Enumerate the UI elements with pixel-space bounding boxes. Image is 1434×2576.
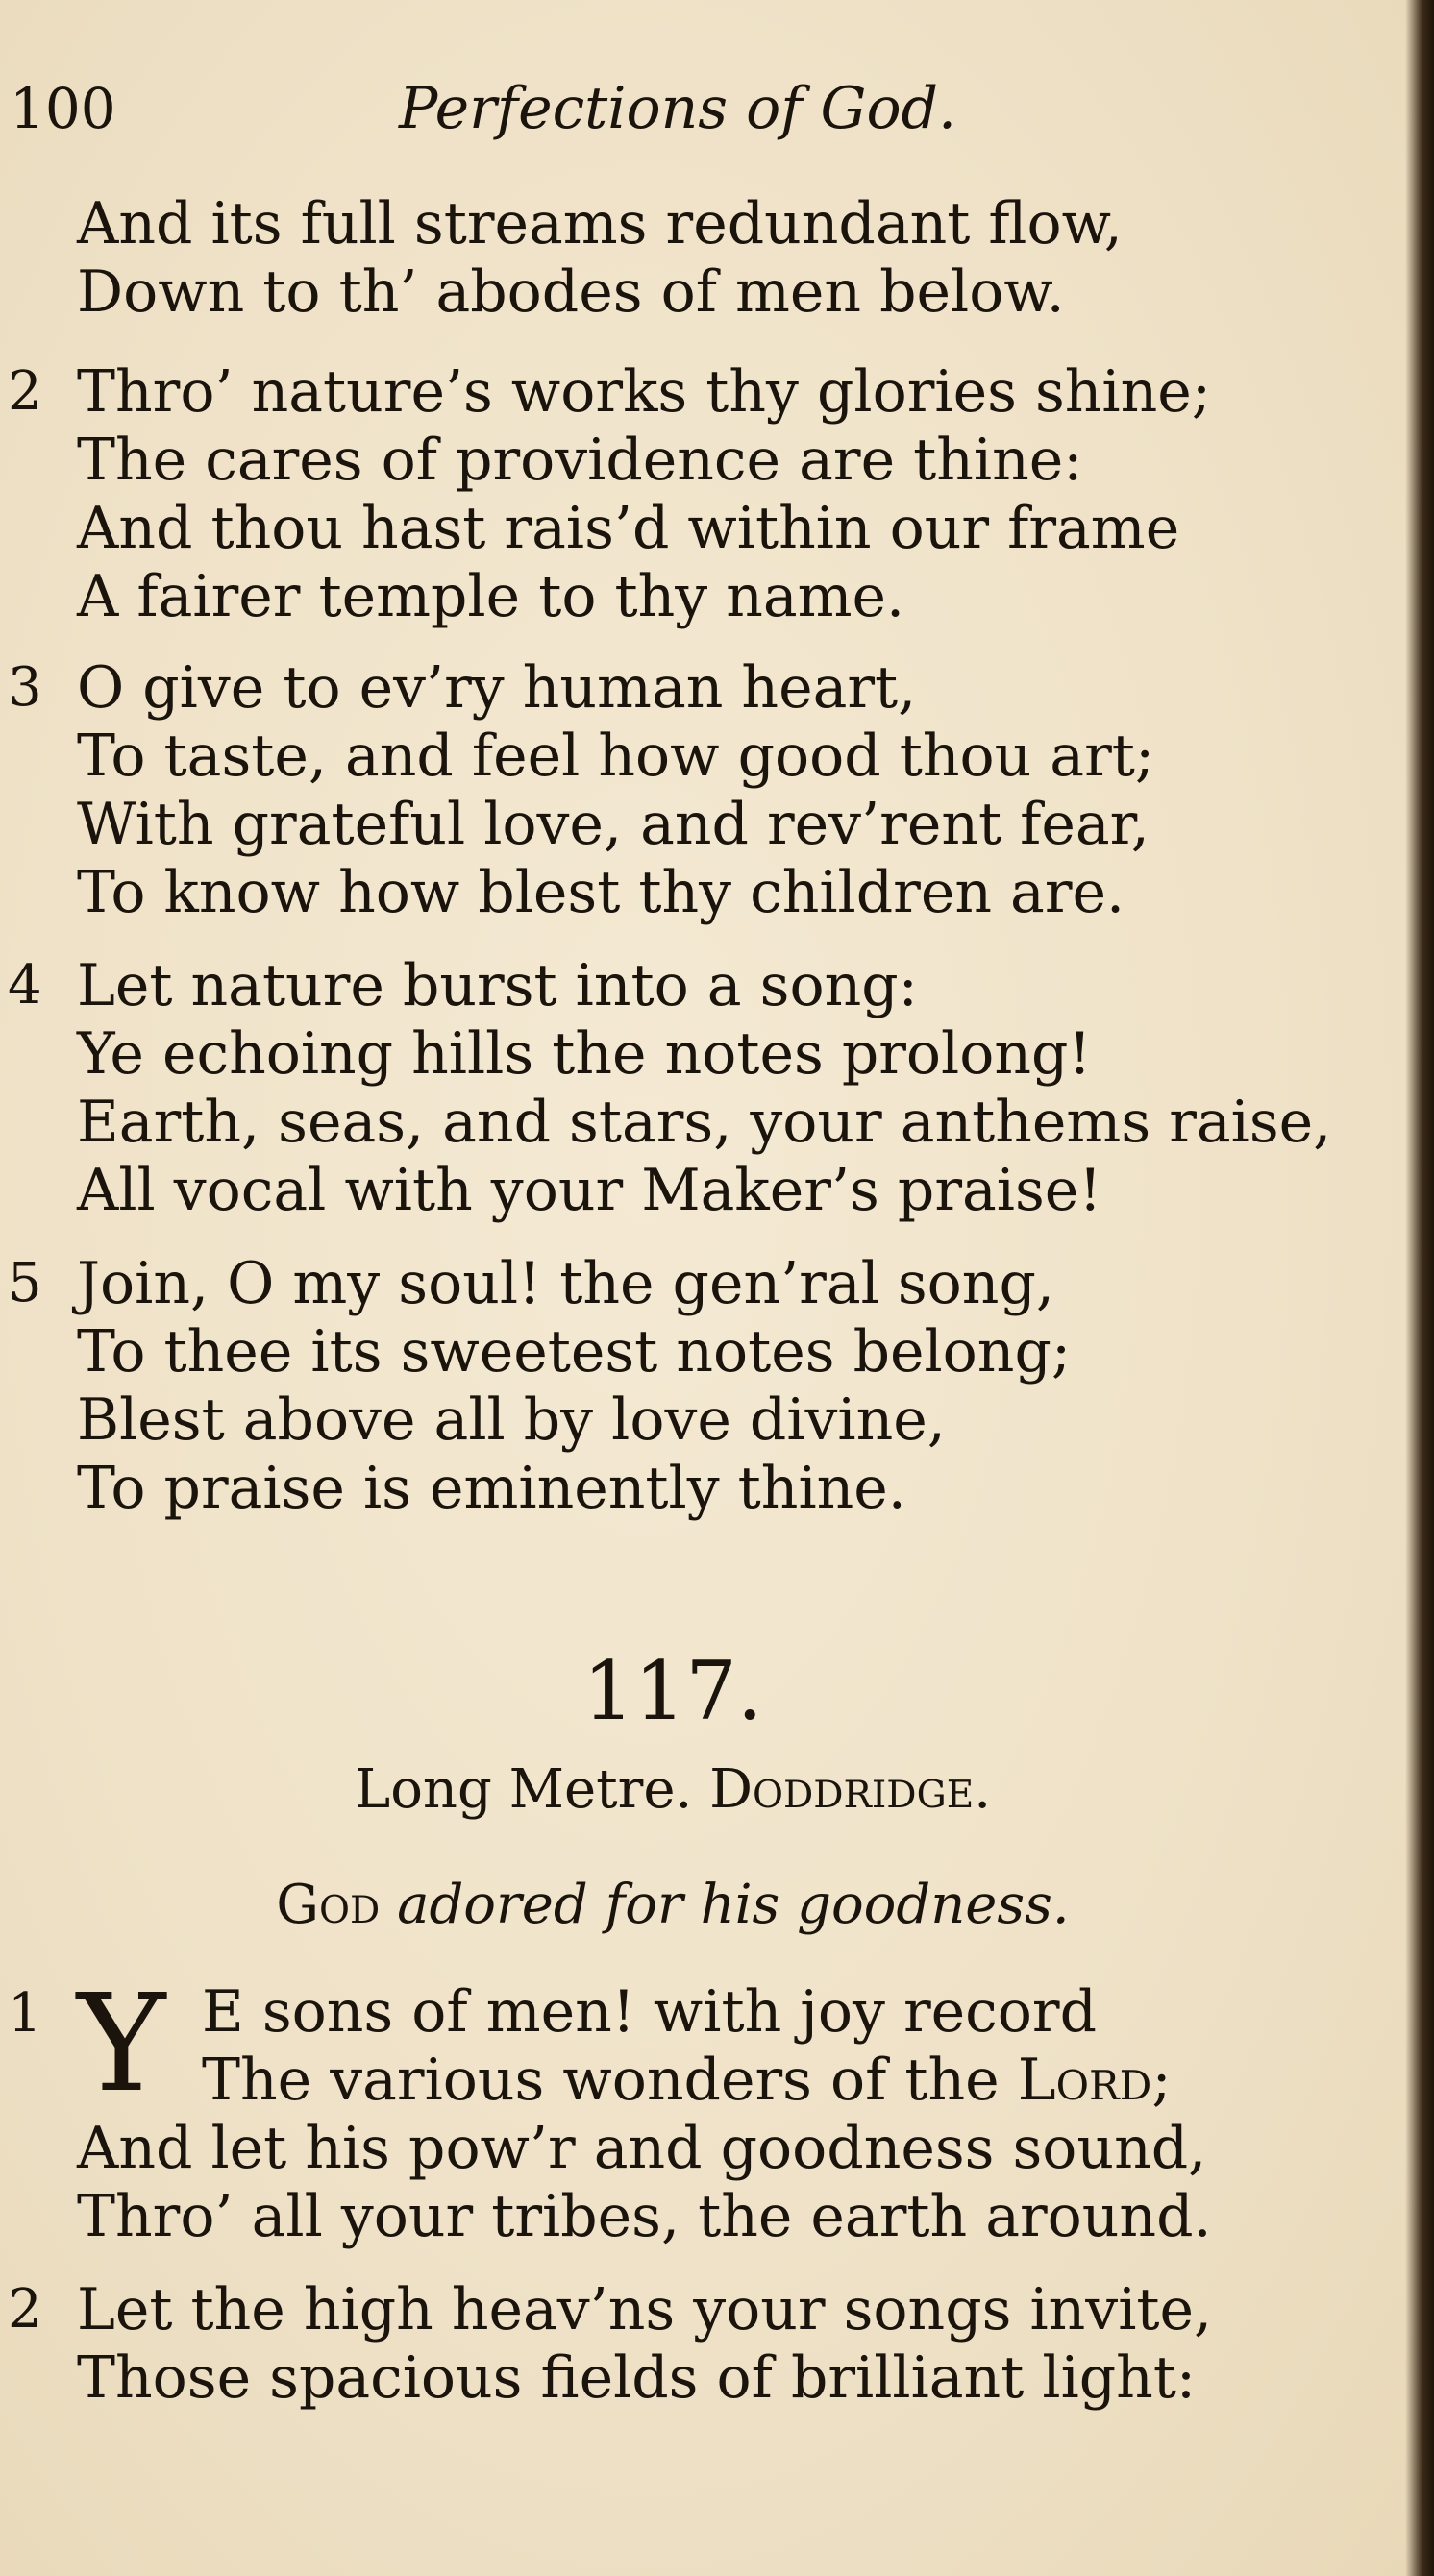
page-number: 100 — [10, 76, 116, 141]
verse-line: To know how blest thy children are. — [77, 859, 1125, 926]
hymn-subject — [0, 1872, 1346, 1939]
verse-line: And thou hast rais’d within our frame — [77, 495, 1180, 562]
verse-line: With grateful love, and rev’rent fear, — [77, 791, 1150, 858]
stanza-number: 4 — [8, 954, 42, 1017]
verse-line: Those spacious fields of brilliant light: — [77, 2344, 1197, 2412]
drop-cap: Y — [77, 1966, 166, 2122]
stanza-number: 5 — [8, 1252, 42, 1314]
stanza-number: 2 — [8, 360, 42, 423]
verse-line: And let his pow’r and goodness sound, — [77, 2115, 1207, 2182]
verse-line: Ye echoing hills the notes prolong! — [77, 1020, 1092, 1088]
lord-word: Lord — [1017, 2047, 1152, 2114]
verse-line: Thro’ nature’s works thy glories shine; — [77, 358, 1211, 426]
verse-line-lord — [202, 2046, 1172, 2115]
verse-line: A fairer temple to thy name. — [77, 563, 905, 630]
verse-line: Earth, seas, and stars, your anthems raise, — [77, 1089, 1332, 1156]
hymn-number: 117. — [582, 1644, 763, 1738]
verse-line: To praise is eminently thine. — [77, 1455, 906, 1522]
stanza-number: 1 — [8, 1982, 42, 2045]
stanza-number: 3 — [8, 656, 42, 719]
hymn-author: Doddridge. — [709, 1758, 991, 1821]
hymn-meter: Long Metre. — [355, 1758, 693, 1821]
verse-line: Thro’ all your tribes, the earth around. — [77, 2183, 1212, 2250]
verse-line: O give to ev’ry human heart, — [77, 654, 917, 722]
hymn-subject-text: adored for his goodness. — [397, 1874, 1070, 1936]
verse-line: Join, O my soul! the gen’ral song, — [77, 1250, 1054, 1317]
punctuation: ; — [1151, 2047, 1172, 2114]
hymn-meter-line — [0, 1756, 1346, 1824]
continuation-line-1: And its full streams redundant flow, — [77, 190, 1123, 258]
hymn-subject-god: God — [276, 1874, 381, 1936]
verse-line: Let nature burst into a song: — [77, 952, 918, 1019]
verse-line-text: The various wonders of the — [202, 2047, 1000, 2114]
page-binding-edge — [1405, 0, 1434, 2576]
verse-line: To thee its sweetest notes belong; — [77, 1318, 1072, 1386]
verse-line: E sons of men! with joy record — [202, 1978, 1097, 2046]
verse-line: All vocal with your Maker’s praise! — [77, 1157, 1102, 1224]
verse-line: Let the high heav’ns your songs invite, — [77, 2276, 1213, 2343]
stanza-number: 2 — [8, 2278, 42, 2341]
verse-line: Blest above all by love divine, — [77, 1386, 946, 1454]
running-title: Perfections of God. — [399, 75, 957, 142]
continuation-line-2: Down to th’ abodes of men below. — [77, 258, 1065, 326]
verse-line: The cares of providence are thine: — [77, 427, 1083, 494]
verse-line: To taste, and feel how good thou art; — [77, 723, 1155, 790]
